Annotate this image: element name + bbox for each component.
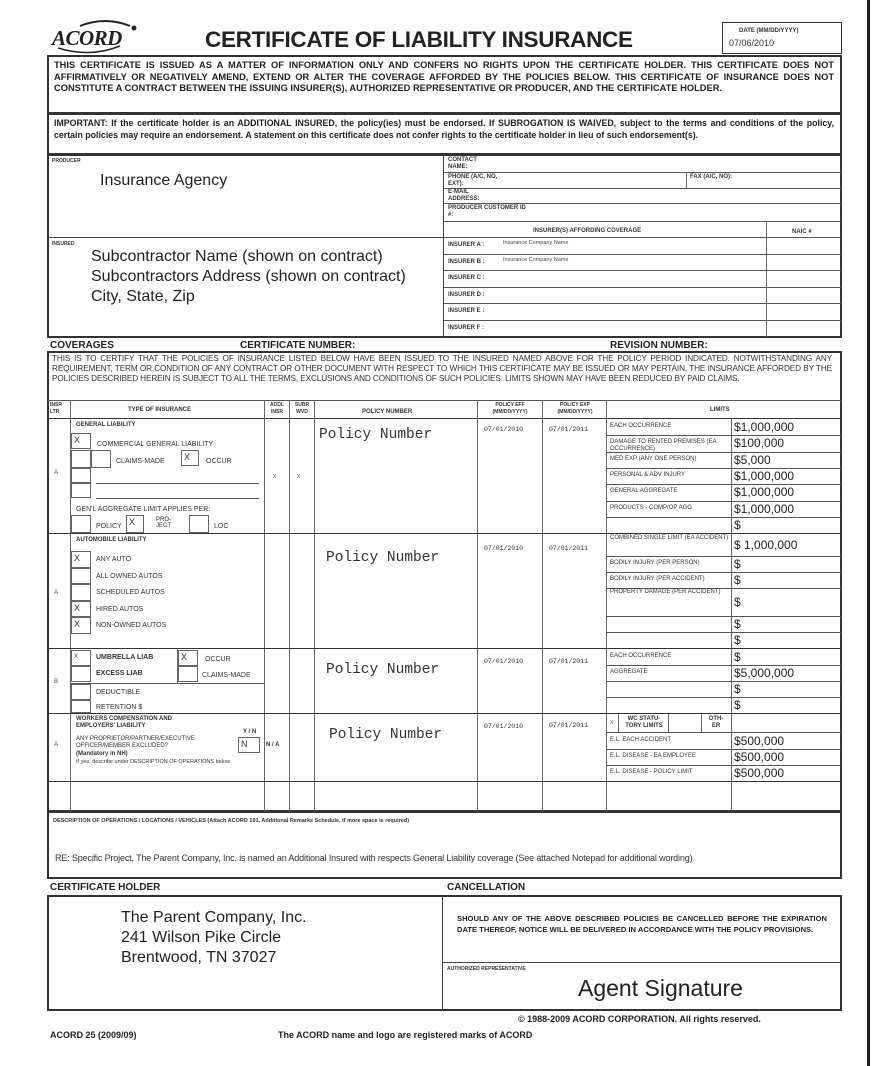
divider (48, 237, 444, 238)
auto-policy-number: Policy Number (326, 550, 440, 566)
divider (542, 400, 543, 811)
umbrella-policy-number: Policy Number (326, 662, 440, 678)
limit-value: $100,000 (734, 436, 785, 451)
auto-option-checkbox[interactable] (71, 568, 91, 585)
limit-label: COMBINED SINGLE LIMIT (EA ACCIDENT) (610, 535, 729, 541)
divider (606, 749, 841, 750)
auto-option-label: SCHEDULED AUTOS (96, 589, 165, 596)
limit-value: $ (734, 617, 741, 631)
addl-insr-mark: X (273, 474, 277, 480)
auto-option-label: NON-OWNED AUTOS (96, 622, 167, 629)
divider (668, 714, 669, 732)
limit-value: $1,000,000 (734, 420, 795, 435)
wc-heading: WORKERS COMPENSATION AND EMPLOYERS' LIABILITY (76, 716, 172, 729)
policy-label: POLICY (96, 523, 122, 530)
auto-heading: AUTOMOBILE LIABILITY (76, 537, 147, 543)
umbrella-occur-label: OCCUR (205, 656, 231, 663)
limit-label: MED EXP (ANY ONE PERSON) (610, 455, 697, 462)
divider (444, 221, 841, 222)
divider (443, 155, 444, 337)
disclaimer-text: THIS CERTIFICATE IS ISSUED AS A MATTER OF INFORMATION ONLY AND CONFERS NO RIGHTS UPON THE CERTIFICATE HOLDER. THIS CERTIFICATE DOES NOT AFFIRMATIVELY OR NEGATIVELY AMEND, EXTEND OR ALTER THE COVERAGE AFFORDED BY THE POLICIES BELOW. THIS CERTIFICATE OF INSURANCE DOES NOT CONSTITUTE A CONTRACT BETWEEN THE ISSUING INSURER(S), AUTHORIZED REPRESENTATIVE OR PRODUCER, AND THE CERTIFICATE HOLDER. (54, 60, 834, 93)
copyright: © 1988-2009 ACORD CORPORATION. All rights reserved. (518, 1014, 761, 1024)
divider (443, 962, 841, 963)
wc-question: ANY PROPRIETOR/PARTNER/EXECUTIVE OFFICER/MEMBER EXCLUDED? (76, 736, 195, 749)
limit-value: $ (734, 595, 741, 609)
occur-label: OCCUR (206, 458, 232, 465)
limit-value: $ 1,000,000 (734, 538, 798, 552)
certificate-number-label: CERTIFICATE NUMBER: (240, 340, 356, 351)
limit-value: $5,000,000 (734, 666, 795, 680)
divider (606, 681, 841, 682)
description-box (47, 811, 842, 879)
auto-option-label: ANY AUTO (96, 556, 132, 563)
insurer-label: INSURER B : (448, 258, 485, 265)
divider (48, 400, 841, 401)
divider (48, 418, 841, 419)
divider (48, 533, 841, 534)
divider (606, 452, 841, 453)
limit-label: PROPERTY DAMAGE (PER ACCIDENT) (610, 589, 721, 595)
limit-value: $1,000,000 (734, 501, 795, 516)
claims-made-box-a[interactable] (71, 450, 91, 468)
cgl-checkbox[interactable]: X (71, 433, 91, 449)
divider (264, 400, 265, 811)
divider (606, 697, 841, 698)
fax-label: FAX (A/C, NO): (690, 174, 732, 180)
col-limits: LIMITS (710, 407, 730, 413)
important-box (47, 113, 842, 155)
limit-value: $ (734, 682, 741, 696)
description-text: RE: Specific Project, The Parent Company, Inc. is named an Additional Insured with respects General Liability coverage (See attached Notepad for additional wording) (55, 853, 693, 863)
gl-policy-number: Policy Number (319, 427, 433, 443)
email-label: E-MAIL ADDRESS: (448, 189, 480, 202)
umbrella-occur-checkbox[interactable]: X (178, 650, 198, 666)
insured-line2: Subcontractors Address (shown on contract) (91, 268, 406, 285)
divider (606, 765, 841, 766)
wc-eff-date: 07/01/2010 (484, 723, 524, 730)
divider (606, 468, 841, 469)
subr-wvd-mark: X (297, 474, 301, 480)
col-insr-ltr: INSR LTR (50, 402, 62, 415)
divider (606, 572, 841, 573)
insr-ltr: A (54, 742, 59, 748)
naic-header: NAIC # (792, 229, 812, 235)
gl-heading: GENERAL LIABILITY (76, 422, 136, 428)
contact-name-label: CONTACT NAME: (448, 157, 477, 170)
divider (606, 556, 841, 557)
retention-checkbox[interactable] (71, 700, 91, 713)
insr-ltr: B (54, 679, 59, 685)
limit-value: $ (734, 633, 741, 647)
limit-label: GENERAL AGGREGATE (610, 488, 678, 495)
divider (70, 683, 264, 684)
limit-label: EACH OCCURRENCE (610, 423, 672, 430)
auto-option-checkbox[interactable]: X (71, 601, 91, 618)
agent-signature: Agent Signature (578, 975, 743, 1001)
gl-exp-date: 07/01/2011 (549, 426, 589, 433)
divider (618, 714, 619, 732)
acord-logo (50, 18, 140, 50)
divider (444, 270, 841, 271)
auto-option-checkbox[interactable] (71, 584, 91, 601)
divider (701, 714, 702, 732)
divider (444, 303, 841, 304)
divider (444, 287, 841, 288)
auto-eff-date: 07/01/2010 (484, 545, 524, 552)
producer-name: Insurance Agency (100, 172, 228, 189)
auto-exp-date: 07/01/2011 (549, 545, 589, 552)
excess-label: EXCESS LIAB (96, 670, 143, 677)
limit-value: $ (734, 650, 741, 664)
deductible-checkbox[interactable] (71, 684, 91, 700)
insr-ltr: A (54, 470, 59, 476)
umbrella-claims-made-checkbox[interactable] (178, 666, 198, 682)
limit-label: BODILY INJURY (PER ACCIDENT) (610, 576, 705, 582)
limit-label: E.L. EACH ACCIDENT (610, 737, 672, 743)
logo-text: ACORD (52, 26, 122, 50)
umbrella-checkbox[interactable]: X (71, 650, 91, 666)
date-box (722, 22, 842, 54)
trademark: The ACORD name and logo are registered marks of ACORD (278, 1030, 533, 1040)
col-eff: POLICY EFF (MM/DD/YYYY) (492, 402, 528, 415)
limit-label: E.L. DISEASE - EA EMPLOYEE (610, 753, 697, 759)
limit-value: $500,000 (734, 766, 785, 780)
divider (444, 203, 841, 204)
project-checkbox[interactable]: X (126, 515, 144, 533)
wc-yn-label: Y / N (243, 729, 257, 735)
limit-value: $1,000,000 (734, 469, 795, 484)
wc-mandatory: (Mandatory in NH) (76, 751, 128, 757)
certificate-holder-title: CERTIFICATE HOLDER (50, 882, 161, 893)
limit-value: $ (734, 557, 741, 571)
insurer-name: Insurance Company Name (503, 256, 569, 263)
gl-blank-line-2 (96, 498, 259, 499)
divider (442, 896, 443, 1010)
limit-label: PRODUCTS - COMP/OP AGG (610, 504, 692, 511)
divider (48, 781, 841, 782)
page-edge (867, 0, 870, 1066)
limit-value: $ (734, 517, 741, 532)
excess-checkbox[interactable] (71, 666, 91, 682)
loc-label: LOC (214, 523, 229, 530)
date-value: 07/06/2010 (729, 38, 775, 48)
auto-option-checkbox[interactable]: X (71, 617, 91, 634)
divider (606, 732, 841, 733)
holder-line3: Brentwood, TN 37027 (121, 949, 277, 966)
umbrella-claims-made-label: CLAIMS-MADE (202, 672, 251, 679)
form-id: ACORD 25 (2009/09) (50, 1030, 137, 1040)
revision-number-label: REVISION NUMBER: (610, 340, 708, 351)
divider (444, 172, 841, 173)
gl-blank-line-1 (96, 483, 259, 484)
gl-blank-box-1[interactable] (71, 468, 91, 483)
description-label: DESCRIPTION OF OPERATIONS / LOCATIONS / VEHICLES (Attach ACORD 101, Additional Remarks Schedule, if more space is required) (53, 818, 410, 824)
disclaimer-box (47, 55, 842, 114)
phone-label: PHONE (A/C, NO, EXT): (448, 174, 498, 187)
insurer-label: INSURER D : (448, 291, 485, 298)
umbrella-eff-date: 07/01/2010 (484, 658, 524, 665)
loc-checkbox[interactable] (189, 515, 209, 533)
holder-line2: 241 Wilson Pike Circle (121, 929, 282, 946)
policy-checkbox[interactable] (71, 515, 91, 533)
divider (606, 632, 841, 633)
col-policy-number: POLICY NUMBER (362, 409, 413, 415)
col-subr: SUBR WVD (294, 402, 310, 415)
producer-label: PRODUCER (52, 158, 81, 164)
insured-label: INSURED (52, 241, 75, 247)
insr-ltr: A (54, 590, 59, 596)
insurers-header: INSURER(S) AFFORDING COVERAGE (533, 228, 642, 234)
coverages-statement: THIS IS TO CERTIFY THAT THE POLICIES OF INSURANCE LISTED BELOW HAVE BEEN ISSUED TO THE INSURED NAMED ABOVE FOR THE POLICY PERIOD INDICATED. NOTWITHSTANDING ANY REQUIREMENT, TERM OR CONDITION OF ANY CONTRACT OR OTHER DOCUMENT WITH RESPECT TO WHICH THIS CERTIFICATE MAY BE ISSUED OR MAY PERTAIN, THE INSURANCE AFFORDED BY THE POLICIES DESCRIBED HEREIN IS SUBJECT TO ALL THE TERMS, EXCLUSIONS AND CONDITIONS OF SUCH POLICIES. LIMITS SHOWN MAY HAVE BEEN REDUCED BY PAID CLAIMS. (52, 354, 832, 383)
retention-label: RETENTION $ (96, 704, 143, 711)
occur-checkbox[interactable]: X (181, 450, 199, 466)
insurer-label: INSURER E : (448, 308, 485, 314)
insured-line1: Subcontractor Name (shown on contract) (91, 248, 383, 265)
divider (606, 616, 841, 617)
auto-option-checkbox[interactable]: X (71, 551, 91, 568)
coverages-title: COVERAGES (50, 340, 114, 351)
divider (48, 713, 841, 714)
customer-id-label: PRODUCER CUSTOMER ID #: (448, 205, 526, 218)
auto-option-label: ALL OWNED AUTOS (96, 572, 163, 580)
gl-blank-box-2[interactable] (71, 483, 91, 498)
limit-value: $500,000 (734, 750, 785, 764)
page-title: CERTIFICATE OF LIABILITY INSURANCE (205, 27, 633, 52)
limit-value: $1,000,000 (734, 485, 795, 500)
insured-line3: City, State, Zip (91, 288, 195, 305)
insurer-label: INSURER F : (448, 324, 484, 331)
auto-option-label: HIRED AUTOS (96, 605, 144, 613)
wc-if-yes: If yes, describe under DESCRIPTION OF OPERATIONS below (76, 759, 230, 765)
umbrella-label: UMBRELLA LIAB (96, 654, 154, 661)
claims-made-label: CLAIMS-MADE (116, 458, 165, 465)
cgl-label: COMMERCIAL GENERAL LIABILITY (97, 441, 214, 448)
limit-label: DAMAGE TO RENTED PREMISES (EA OCCURRENCE) (610, 439, 717, 453)
divider (606, 665, 841, 666)
divider (48, 648, 841, 649)
important-text: IMPORTANT: If the certificate holder is an ADDITIONAL INSURED, the policy(ies) must be endorsed. If SUBROGATION IS WAIVED, subject to the terms and conditions of the policy, certain policies may require an endorsement. A statement on this certificate does not confer rights to the certificate holder in lieu of such endorsement(s). (54, 118, 834, 140)
divider (606, 501, 841, 502)
claims-made-checkbox[interactable] (91, 450, 111, 468)
divider (444, 237, 841, 238)
divider (731, 418, 732, 811)
umbrella-exp-date: 07/01/2011 (549, 658, 589, 665)
insurer-label: INSURER A : (448, 242, 485, 248)
divider (686, 172, 687, 188)
col-exp: POLICY EXP (MM/DD/YYYY) (557, 402, 593, 415)
wc-policy-number: Policy Number (329, 727, 443, 743)
col-type: TYPE OF INSURANCE (128, 407, 192, 413)
limit-value: $500,000 (734, 734, 785, 748)
insurer-label: INSURER C : (448, 275, 485, 281)
auth-rep-label: AUTHORIZED REPRESENTATIVE (447, 966, 526, 972)
divider (606, 517, 841, 518)
wc-excluded-yn[interactable]: N (238, 737, 260, 753)
date-label: DATE (MM/DD/YYYY) (739, 28, 799, 34)
wc-statutory-label: WC STATU-TORY LIMITS (625, 716, 663, 729)
limit-value: $5,000 (734, 452, 771, 467)
project-label: PRO-JECT (156, 517, 171, 529)
limit-value: $ (734, 698, 741, 712)
divider (606, 484, 841, 485)
limit-value: $ (734, 573, 741, 587)
col-addl: ADDL INSR (270, 402, 284, 415)
limit-label: AGGREGATE (610, 669, 648, 675)
limit-label: E.L. DISEASE - POLICY LIMIT (610, 769, 693, 775)
limit-label: PERSONAL & ADV INJURY (610, 472, 686, 479)
cancellation-text: SHOULD ANY OF THE ABOVE DESCRIBED POLICIES BE CANCELLED BEFORE THE EXPIRATION DATE THEREOF, NOTICE WILL BE DELIVERED IN ACCORDANCE WITH THE POLICY PROVISIONS. (457, 914, 827, 934)
insurer-name: Insurance Company Name (503, 240, 569, 246)
deductible-label: DEDUCTIBLE (96, 689, 141, 696)
divider (444, 188, 841, 189)
limit-label: BODILY INJURY (PER PERSON) (610, 560, 700, 566)
divider (289, 400, 290, 811)
wc-exp-date: 07/01/2011 (549, 722, 589, 729)
wc-other-label: OTH-ER (708, 716, 724, 729)
divider (444, 320, 841, 321)
divider (444, 254, 841, 255)
cancellation-title: CANCELLATION (447, 882, 526, 893)
divider (606, 435, 841, 436)
wc-statutory-check[interactable]: X (610, 720, 614, 726)
gl-eff-date: 07/01/2010 (484, 426, 524, 433)
divider (477, 400, 478, 811)
divider (314, 400, 315, 811)
limit-label: EACH OCCURRENCE (610, 653, 672, 659)
wc-na: N / A (266, 742, 280, 748)
agg-applies-label: GEN'L AGGREGATE LIMIT APPLIES PER: (76, 506, 211, 513)
holder-line1: The Parent Company, Inc. (121, 909, 307, 926)
